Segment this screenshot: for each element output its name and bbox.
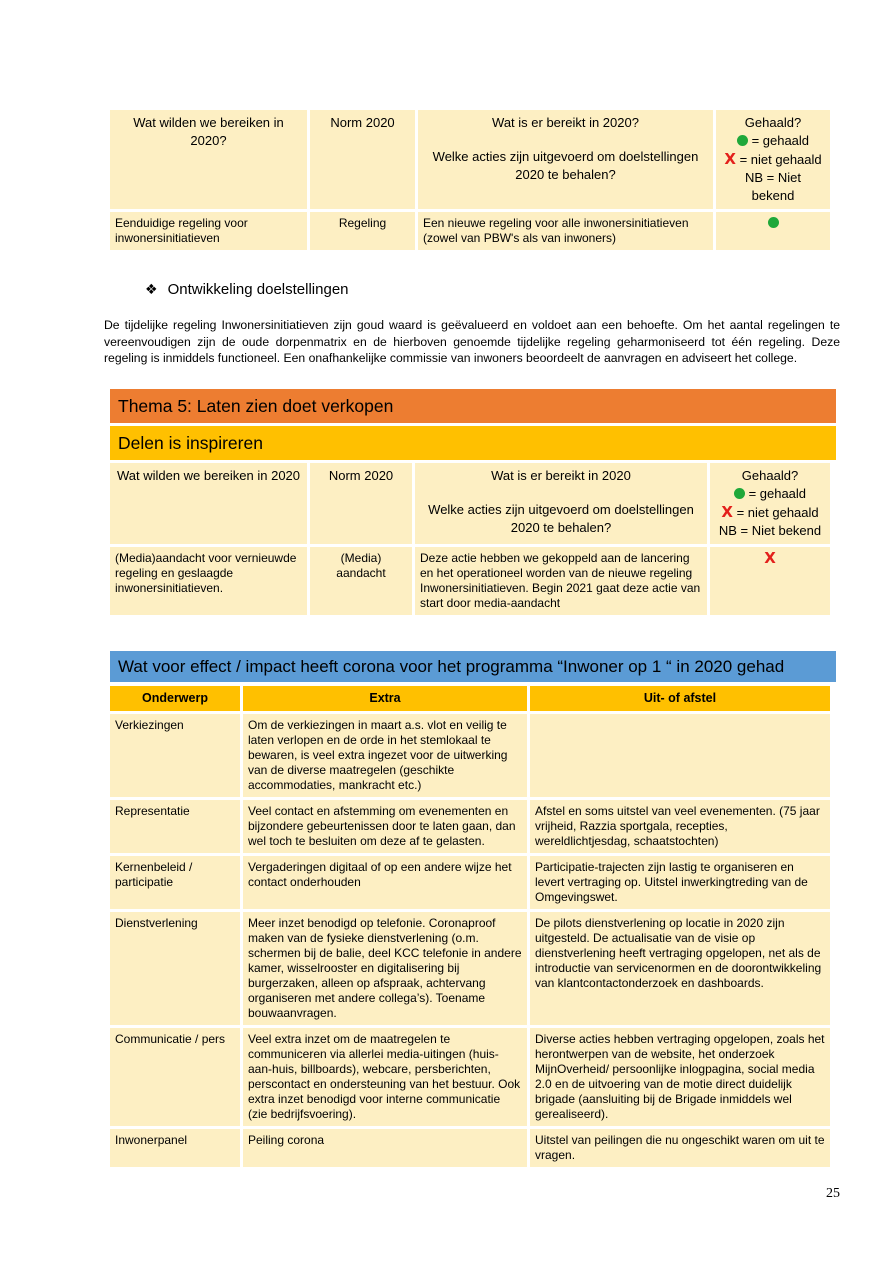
corona-table bbox=[107, 683, 833, 1170]
header-achieved-title: Wat is er bereikt in 2020 bbox=[491, 468, 631, 483]
section-heading-text: Ontwikkeling doelstellingen bbox=[167, 281, 349, 298]
table-row bbox=[110, 547, 830, 615]
legend-niet-bekend: NB = Niet bekend bbox=[718, 523, 822, 538]
row-delay: Uitstel van peilingen die nu ongeschikt waren om uit te vragen. bbox=[530, 1129, 830, 1167]
corona-table-body bbox=[110, 714, 830, 1167]
corona-title: Wat voor effect / impact heeft corona voor het programma “Inwoner op 1 “ in 2020 gehad bbox=[110, 651, 836, 682]
legend-niet-gehaald: X = niet gehaald bbox=[721, 503, 819, 521]
row-extra: Meer inzet benodigd op telefonie. Coronaproof maken van de fysieke dienstverlening (o.m. schermen bij de balie, deel KCC telefonie in andere kamer, wisselrooster en digitalisering bij burgerzaken, alleen op afspraak, achtervang organiseren met andere collega’s). Toename bouwaanvragen. bbox=[243, 912, 527, 1025]
header-achieved-title: Wat is er bereikt in 2020? bbox=[492, 115, 639, 130]
table-row bbox=[110, 912, 830, 1025]
row-achieved: Deze actie hebben we gekoppeld aan de lancering en het operationeel worden van de nieuwe regeling Inwonersinitiatieven. Begin 2021 gaat deze actie van start door media-aandacht bbox=[415, 547, 707, 615]
header-status bbox=[710, 463, 830, 544]
green-dot-icon bbox=[737, 135, 748, 146]
table-header-row bbox=[110, 686, 830, 711]
row-delay: Afstel en soms uitstel van veel evenementen. (75 jaar vrijheid, Razzia sportgala, recepties, wereldlichtjesdag, schaatstochten) bbox=[530, 800, 830, 853]
table-row bbox=[110, 856, 830, 909]
table-row bbox=[110, 1028, 830, 1126]
row-delay: Diverse acties hebben vertraging opgelopen, zoals het herontwerpen van de website, het onderzoek MijnOverheid/ persoonlijke inlogpagina, social media 2.0 en de uitvoering van de motie direct duidelijk brigade (aansluiting bij de Brigade inmiddels wel gerealiseerd). bbox=[530, 1028, 830, 1126]
header-delay: Uit- of afstel bbox=[530, 686, 830, 711]
table-row bbox=[110, 714, 830, 797]
table-row bbox=[110, 800, 830, 853]
section-paragraph: De tijdelijke regeling Inwonersinitiatieven zijn goud waard is geëvalueerd en voldoet aan een behoefte. Om het aantal regelingen te vereenvoudigen zijn de oude dorpenmatrix en de hierboven genoemde tijdelijke regeling geharmoniseerd tot één regeling. Deze regeling is inmiddels functioneel. Een onafhankelijke commissie van inwoners beoordeelt de aanvragen en adviseert het college. bbox=[104, 318, 840, 365]
header-actions: Welke acties zijn uitgevoerd om doelstellingen 2020 te behalen? bbox=[432, 149, 699, 182]
row-goal: (Media)aandacht voor vernieuwde regeling en geslaagde inwonersinitiatieven. bbox=[110, 547, 307, 615]
header-extra: Extra bbox=[243, 686, 527, 711]
red-x-icon: X bbox=[721, 503, 733, 521]
row-extra: Vergaderingen digitaal of op een andere wijze het contact onderhouden bbox=[243, 856, 527, 909]
goals-table-1 bbox=[107, 107, 833, 253]
red-x-icon: X bbox=[724, 150, 736, 168]
row-delay: De pilots dienstverlening op locatie in 2020 zijn uitgesteld. De actualisatie van de visie op dienstverlening heeft vertraging opgelopen, net als de introductie van servicenormen en de doorontwikkeling van klantcontactonderzoek en dashboards. bbox=[530, 912, 830, 1025]
table-header-row bbox=[110, 463, 830, 544]
row-norm: (Media) aandacht bbox=[310, 547, 412, 615]
header-goal: Wat wilden we bereiken in 2020? bbox=[110, 110, 307, 209]
table-row bbox=[110, 212, 830, 250]
green-dot-icon bbox=[768, 217, 779, 228]
page-number: 25 bbox=[826, 1186, 840, 1201]
row-subject: Representatie bbox=[110, 800, 240, 853]
row-goal: Eenduidige regeling voor inwonersinitiatieven bbox=[110, 212, 307, 250]
diamond-bullet-icon: ❖ bbox=[145, 282, 158, 298]
header-goal: Wat wilden we bereiken in 2020 bbox=[110, 463, 307, 544]
section-heading bbox=[145, 280, 349, 300]
header-status bbox=[716, 110, 830, 209]
row-extra: Veel contact en afstemming om evenementen en bijzondere gebeurtenissen door te laten gaan, dan wel toch te besluiten om deze af te gelasten. bbox=[243, 800, 527, 853]
row-extra: Veel extra inzet om de maatregelen te communiceren via allerlei media-uitingen (huis-aan-huis, billboards), webcare, persberichten, perscontact en ondersteuning van het bestuur. Ook extra inzet benodigd voor interne communicatie (zie bedrijfsvoering). bbox=[243, 1028, 527, 1126]
theme-subtitle: Delen is inspireren bbox=[110, 426, 836, 460]
row-delay: Participatie-trajecten zijn lastig te organiseren en levert vertraging op. Uitstel inwerkingtreding van de Omgevingswet. bbox=[530, 856, 830, 909]
header-norm: Norm 2020 bbox=[310, 110, 415, 209]
table-header-row bbox=[110, 110, 830, 209]
row-delay bbox=[530, 714, 830, 797]
row-status bbox=[710, 547, 830, 615]
goals-table-2 bbox=[107, 460, 833, 618]
header-achieved bbox=[415, 463, 707, 544]
header-norm: Norm 2020 bbox=[310, 463, 412, 544]
row-subject: Verkiezingen bbox=[110, 714, 240, 797]
row-extra: Om de verkiezingen in maart a.s. vlot en veilig te laten verlopen en de orde in het stemlokaal te bewaren, is veel extra ingezet voor de uitwerking van de diverse maatregelen (geschikte accommodaties, mankracht etc.) bbox=[243, 714, 527, 797]
legend-gehaald: = gehaald bbox=[716, 485, 824, 503]
row-achieved: Een nieuwe regeling voor alle inwonersinitiatieven (zowel van PBW's als van inwoners) bbox=[418, 212, 713, 250]
row-norm: Regeling bbox=[310, 212, 415, 250]
green-dot-icon bbox=[734, 488, 745, 499]
header-subject: Onderwerp bbox=[110, 686, 240, 711]
table-row bbox=[110, 1129, 830, 1167]
row-status bbox=[716, 212, 830, 250]
header-achieved bbox=[418, 110, 713, 209]
header-actions: Welke acties zijn uitgevoerd om doelstellingen 2020 te behalen? bbox=[428, 502, 694, 535]
row-extra: Peiling corona bbox=[243, 1129, 527, 1167]
status-label: Gehaald? bbox=[741, 468, 799, 483]
red-x-icon: X bbox=[764, 549, 776, 567]
row-subject: Communicatie / pers bbox=[110, 1028, 240, 1126]
row-subject: Kernenbeleid / participatie bbox=[110, 856, 240, 909]
status-label: Gehaald? bbox=[744, 115, 802, 130]
legend-niet-bekend: NB = Niet bekend bbox=[745, 170, 801, 203]
row-subject: Inwonerpanel bbox=[110, 1129, 240, 1167]
theme-title: Thema 5: Laten zien doet verkopen bbox=[110, 389, 836, 423]
row-subject: Dienstverlening bbox=[110, 912, 240, 1025]
legend-niet-gehaald: X = niet gehaald bbox=[724, 150, 822, 168]
legend-gehaald: = gehaald bbox=[722, 132, 824, 150]
